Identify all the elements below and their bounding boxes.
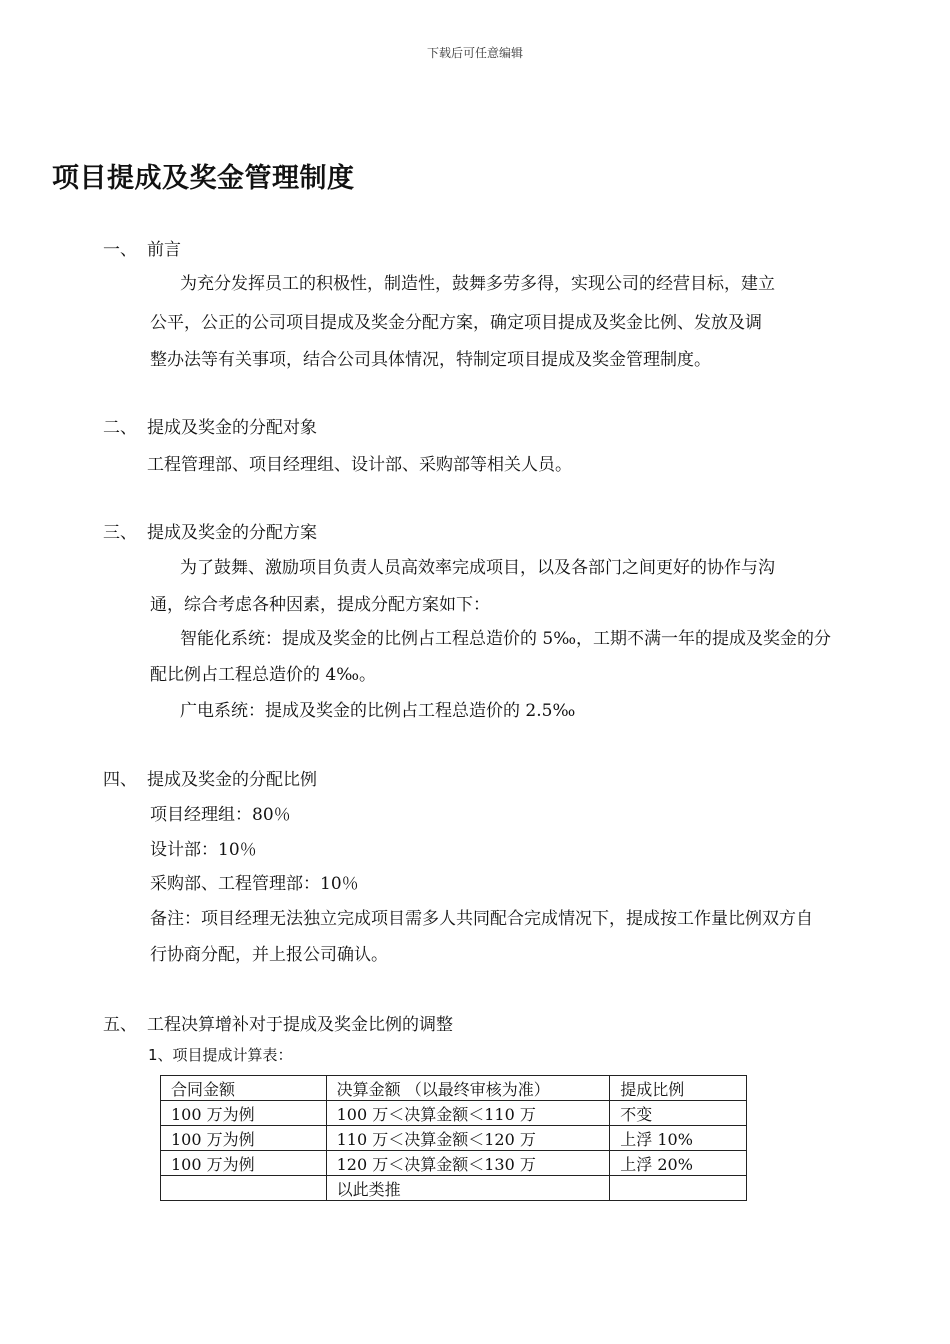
section-4-line: 设计部：10％ bbox=[150, 840, 257, 860]
header-note: 下载后可任意编辑 bbox=[426, 46, 523, 60]
section-3-number: 三、 bbox=[103, 523, 137, 543]
table-cell: 100 万为例 bbox=[161, 1151, 327, 1176]
table-header-cell: 决算金额 （以最终审核为准） bbox=[326, 1076, 610, 1101]
table-cell: 110 万＜决算金额＜120 万 bbox=[326, 1126, 610, 1151]
section-2-number: 二、 bbox=[103, 418, 137, 438]
section-1-number: 一、 bbox=[103, 240, 137, 260]
section-3-line: 为了鼓舞、激励项目负责人员高效率完成项目，以及各部门之间更好的协作与沟 bbox=[180, 558, 775, 578]
section-2-line: 工程管理部、项目经理组、设计部、采购部等相关人员。 bbox=[147, 455, 572, 475]
section-4-line: 采购部、工程管理部：10％ bbox=[150, 874, 359, 894]
table-row bbox=[161, 1151, 747, 1176]
section-4-line: 项目经理组：80％ bbox=[150, 805, 291, 825]
table-header-cell: 合同金额 bbox=[161, 1076, 327, 1101]
table-header-row bbox=[161, 1076, 747, 1101]
section-3-line: 智能化系统：提成及奖金的比例占工程总造价的 5‰，工期不满一年的提成及奖金的分 bbox=[180, 629, 832, 649]
section-4-title: 提成及奖金的分配比例 bbox=[147, 770, 317, 790]
section-1-line: 公平，公正的公司项目提成及奖金分配方案，确定项目提成及奖金比例、发放及调 bbox=[150, 313, 762, 333]
section-3-line: 配比例占工程总造价的 4‰。 bbox=[150, 665, 377, 685]
table-row bbox=[161, 1126, 747, 1151]
section-3-line: 通，综合考虑各种因素，提成分配方案如下： bbox=[150, 595, 490, 615]
table-row bbox=[161, 1101, 747, 1126]
section-2-title: 提成及奖金的分配对象 bbox=[147, 418, 317, 438]
table-cell: 上浮 20% bbox=[610, 1151, 747, 1176]
commission-table bbox=[160, 1075, 747, 1201]
table-cell: 不变 bbox=[610, 1101, 747, 1126]
table-cell: 100 万为例 bbox=[161, 1126, 327, 1151]
section-1-line: 为充分发挥员工的积极性，制造性，鼓舞多劳多得，实现公司的经营目标，建立 bbox=[180, 274, 775, 294]
section-4-number: 四、 bbox=[103, 770, 137, 790]
section-1-title: 前言 bbox=[147, 240, 181, 260]
section-5-title: 工程决算增补对于提成及奖金比例的调整 bbox=[147, 1015, 453, 1035]
table-header-cell: 提成比例 bbox=[610, 1076, 747, 1101]
table-cell: 上浮 10% bbox=[610, 1126, 747, 1151]
table-cell: 以此类推 bbox=[326, 1176, 610, 1201]
table-row bbox=[161, 1176, 747, 1201]
section-4-line: 备注：项目经理无法独立完成项目需多人共同配合完成情况下，提成按工作量比例双方自 bbox=[150, 909, 813, 929]
section-1-line: 整办法等有关事项，结合公司具体情况，特制定项目提成及奖金管理制度。 bbox=[150, 350, 711, 370]
table-cell: 100 万＜决算金额＜110 万 bbox=[326, 1101, 610, 1126]
table-cell: 100 万为例 bbox=[161, 1101, 327, 1126]
section-3-line: 广电系统：提成及奖金的比例占工程总造价的 2.5‰ bbox=[180, 701, 576, 721]
section-5-number: 五、 bbox=[103, 1015, 137, 1035]
document-title: 项目提成及奖金管理制度 bbox=[52, 163, 355, 194]
table-cell bbox=[610, 1176, 747, 1201]
section-5-line: 1、项目提成计算表： bbox=[148, 1046, 293, 1064]
table-cell: 120 万＜决算金额＜130 万 bbox=[326, 1151, 610, 1176]
table-cell bbox=[161, 1176, 327, 1201]
section-3-title: 提成及奖金的分配方案 bbox=[147, 523, 317, 543]
section-4-line: 行协商分配，并上报公司确认。 bbox=[150, 945, 388, 965]
